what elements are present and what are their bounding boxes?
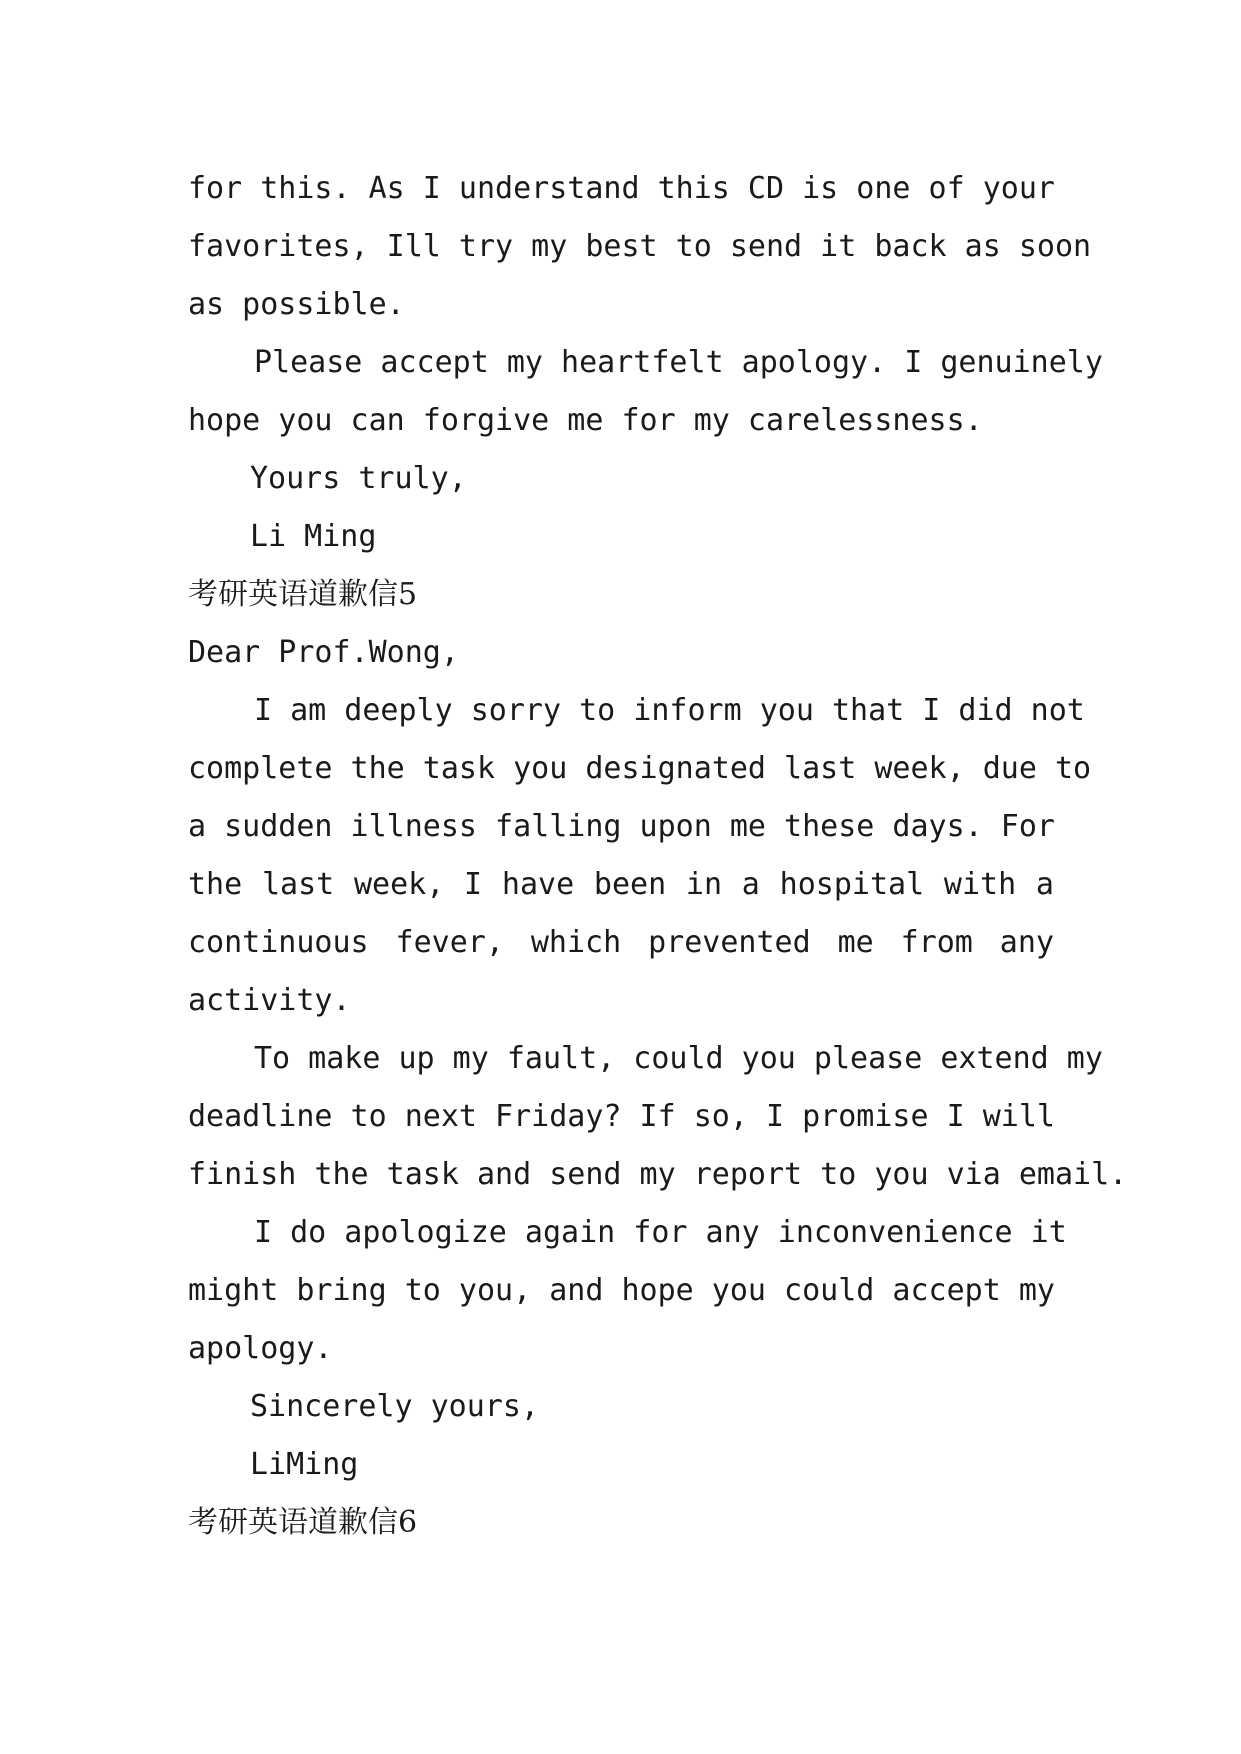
closing: Yours truly, — [250, 461, 467, 496]
text-line: Please accept my heartfelt apology. I genuinely — [254, 345, 1103, 380]
text-line: the last week, I have been in a hospital with a — [188, 867, 1054, 902]
closing: Sincerely yours, — [250, 1389, 539, 1424]
signature: Li Ming — [250, 519, 377, 554]
section-heading: 考研英语道歉信6 — [188, 1505, 418, 1540]
signature: LiMing — [250, 1447, 359, 1482]
text-line: for this. As I understand this CD is one of your — [188, 171, 1055, 206]
text-line: as possible. — [188, 287, 405, 322]
text-line: a sudden illness falling upon me these days. For — [188, 809, 1055, 844]
text-line: finish the task and send my report to you via email. — [188, 1157, 1128, 1192]
salutation: Dear Prof.Wong, — [188, 635, 459, 670]
text-line: To make up my fault, could you please extend my — [254, 1041, 1103, 1076]
text-line: I am deeply sorry to inform you that I did not — [254, 693, 1085, 728]
text-line: apology. — [188, 1331, 333, 1366]
text-line: I do apologize again for any inconvenience it — [254, 1215, 1067, 1250]
text-line: continuous fever, which prevented me from any — [188, 925, 1054, 960]
text-line: deadline to next Friday? If so, I promise I will — [188, 1099, 1055, 1134]
document-page — [188, 160, 1128, 1552]
text-line: activity. — [188, 983, 351, 1018]
text-line: complete the task you designated last week, due to — [188, 751, 1092, 786]
text-line: hope you can forgive me for my carelessness. — [188, 403, 983, 438]
text-line: favorites, Ill try my best to send it back as soon — [188, 229, 1092, 264]
section-heading: 考研英语道歉信5 — [188, 577, 418, 612]
text-line: might bring to you, and hope you could accept my — [188, 1273, 1055, 1308]
